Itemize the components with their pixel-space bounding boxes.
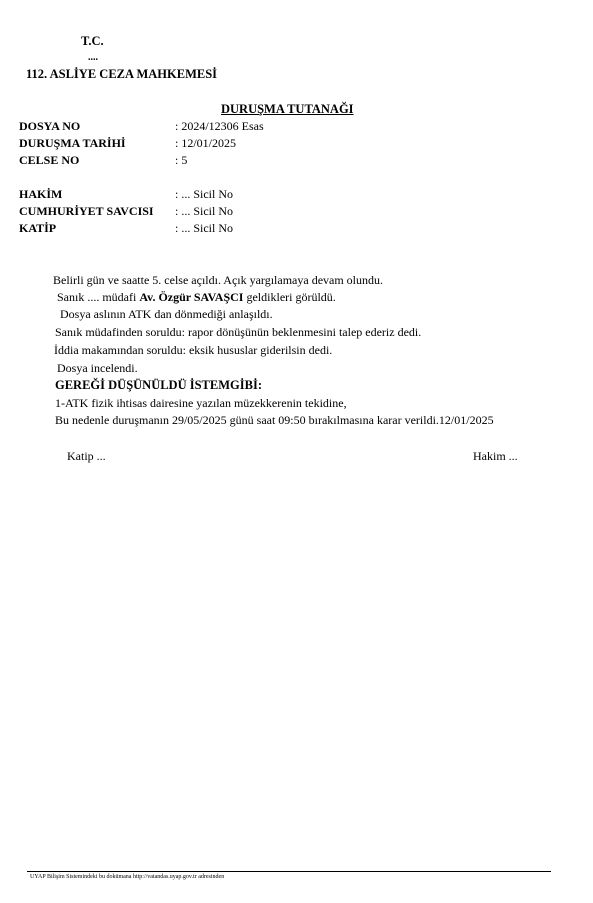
decision-heading: GEREĞİ DÜŞÜNÜLDÜ İSTEMGİBİ: — [55, 378, 262, 392]
attendance-pre: Sanık .... müdafi — [57, 290, 140, 304]
document-title: DURUŞMA TUTANAĞI — [221, 102, 354, 116]
footer-rule — [27, 871, 551, 872]
body-line-opening: Belirli gün ve saatte 5. celse açıldı. Açık yargılamaya devam olundu. — [53, 273, 384, 287]
body-line-defense: Sanık müdafinden soruldu: rapor dönüşünün beklenmesini talep ederiz dedi. — [55, 325, 422, 339]
decision-line-1: 1-ATK fizik ihtisas dairesine yazılan müzekkerenin tekidine, — [55, 396, 347, 410]
field-value-hakim: : ... Sicil No — [175, 187, 234, 201]
decision-line-2: Bu nedenle duruşmanın 29/05/2025 günü saat 09:50 bırakılmasına karar verildi.12/01/2025 — [55, 413, 494, 427]
signature-judge: Hakim ... — [473, 449, 518, 463]
field-label-hakim: HAKİM — [19, 187, 63, 201]
body-line-atk: Dosya aslının ATK dan dönmediği anlaşıldı. — [60, 307, 273, 321]
footer-note: UYAP Bilişim Sistemindeki bu dokümana http://vatandas.uyap.gov.tr adresinden — [30, 874, 225, 880]
field-value-katip: : ... Sicil No — [175, 221, 234, 235]
signature-clerk: Katip ... — [67, 449, 106, 463]
attorney-name: Av. Özgür SAVAŞCI — [139, 290, 244, 304]
field-value-durusma-tarihi: : 12/01/2025 — [175, 136, 237, 150]
body-line-examined: Dosya incelendi. — [57, 361, 138, 375]
field-label-dosya-no: DOSYA NO — [19, 119, 81, 133]
field-value-dosya-no: : 2024/12306 Esas — [175, 119, 264, 133]
body-line-attendance — [57, 290, 336, 305]
header-tc: T.C. — [81, 34, 104, 48]
field-label-katip: KATİP — [19, 221, 57, 235]
body-line-prosecution: İddia makamından soruldu: eksik hususlar giderilsin dedi. — [54, 343, 333, 357]
header-dots: .... — [88, 52, 98, 63]
field-label-durusma-tarihi: DURUŞMA TARİHİ — [19, 136, 126, 150]
field-value-savci: : ... Sicil No — [175, 204, 234, 218]
field-value-celse-no: : 5 — [175, 153, 188, 167]
field-label-savci: CUMHURİYET SAVCISI — [19, 204, 154, 218]
attendance-post: geldikleri görüldü. — [243, 290, 336, 304]
court-name: 112. ASLİYE CEZA MAHKEMESİ — [26, 67, 218, 81]
field-label-celse-no: CELSE NO — [19, 153, 80, 167]
